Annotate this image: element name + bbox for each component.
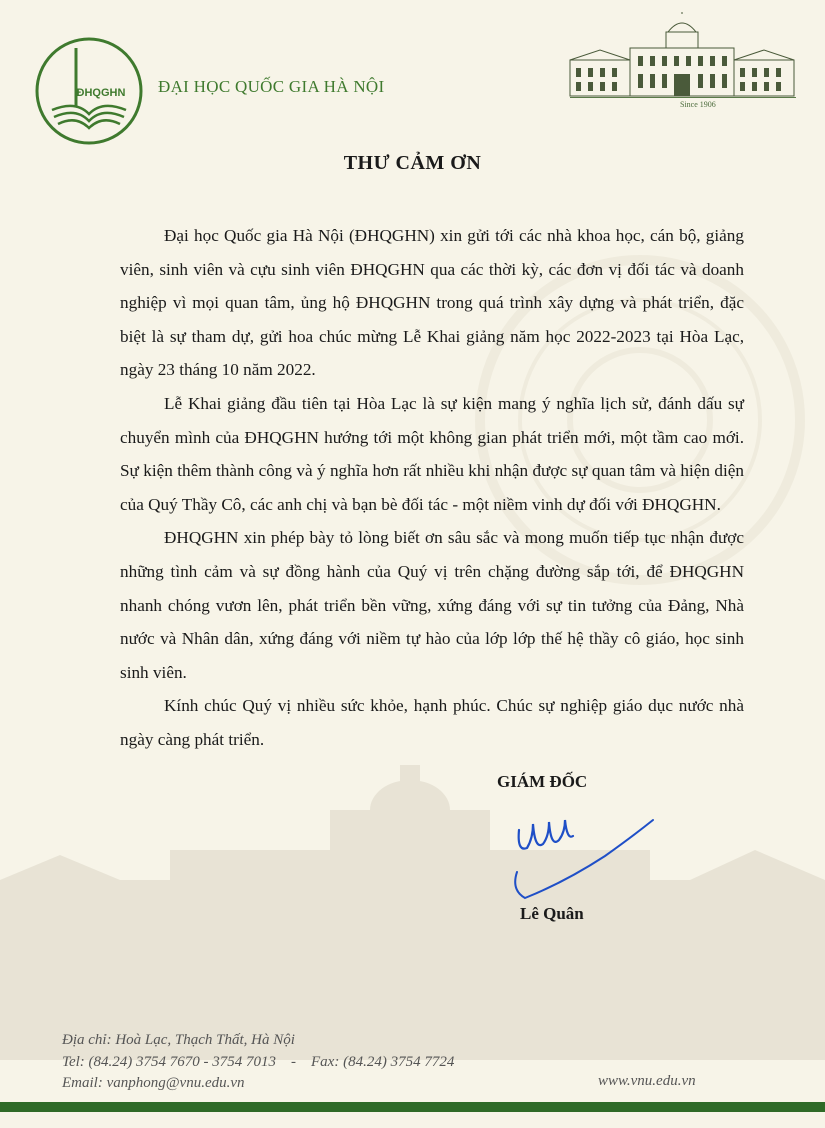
signature-icon <box>505 808 665 918</box>
letter-title: THƯ CẢM ƠN <box>343 152 482 174</box>
building-icon <box>568 12 796 98</box>
paragraph-1: Đại học Quốc gia Hà Nội (ĐHQGHN) xin gửi tới các nhà khoa học, cán bộ, giảng viên, sinh viên và cựu sinh viên ĐHQGHN qua các thời kỳ, các đơn vị đối tác và doanh nghiệp vì mọi quan tâm, ủng hộ ĐHQGHN trong quá trình xây dựng và phát triển, đặc biệt là sự tham dự, gửi hoa chúc mừng Lễ Khai giảng năm học 2022-2023 tại Hòa Lạc, ngày 23 tháng 10 năm 2022. <box>120 226 744 380</box>
footer-bar <box>0 1102 825 1112</box>
since-label: Since 1906 <box>680 100 716 109</box>
paragraph-3: ĐHQGHN xin phép bày tỏ lòng biết ơn sâu sắc và mong muốn tiếp tục nhận được những tình cảm và sự đồng hành của Quý vị trên chặng đường sắp tới, để ĐHQGHN nhanh chóng vươn lên, phát triển bền vững, xứng đáng với sự tin tưởng của Đảng, Nhà nước và Nhân dân, xứng đáng với niềm tự hào của lớp lớp thế hệ thầy cô giáo, học sinh sinh viên. <box>120 528 744 682</box>
paragraph-2: Lễ Khai giảng đầu tiên tại Hòa Lạc là sự kiện mang ý nghĩa lịch sử, đánh dấu sự chuyển mình của ĐHQGHN hướng tới một không gian phát triển mới, một tầm cao mới. Sự kiện thêm thành công và ý nghĩa hơn rất nhiều khi nhận được sự quan tâm và hiện diện của Quý Thầy Cô, các anh chị và bạn bè đối tác - một niềm vinh dự đối với ĐHQGHN. <box>120 393 744 514</box>
footer-contact <box>62 1030 454 1095</box>
footer-address: Địa chỉ: Hoà Lạc, Thạch Thất, Hà Nội <box>62 1032 295 1048</box>
sign-title: GIÁM ĐỐC <box>497 772 588 791</box>
vnu-logo-icon <box>34 36 144 146</box>
footer-website: www.vnu.edu.vn <box>598 1073 696 1089</box>
letter-body <box>120 219 744 757</box>
logo-text: ĐHQGHN <box>76 87 126 99</box>
org-name: ĐẠI HỌC QUỐC GIA HÀ NỘI <box>158 77 385 96</box>
footer-email: Email: vanphong@vnu.edu.vn <box>62 1075 245 1091</box>
header-rule <box>570 97 796 98</box>
paragraph-4: Kính chúc Quý vị nhiều sức khỏe, hạnh phúc. Chúc sự nghiệp giáo dục nước nhà ngày càng phát triển. <box>120 696 744 749</box>
signer-name: Lê Quân <box>520 904 584 923</box>
footer-tel-fax: Tel: (84.24) 3754 7670 - 3754 7013 - Fax: (84.24) 3754 7724 <box>62 1053 455 1070</box>
building-watermark <box>0 760 825 1060</box>
